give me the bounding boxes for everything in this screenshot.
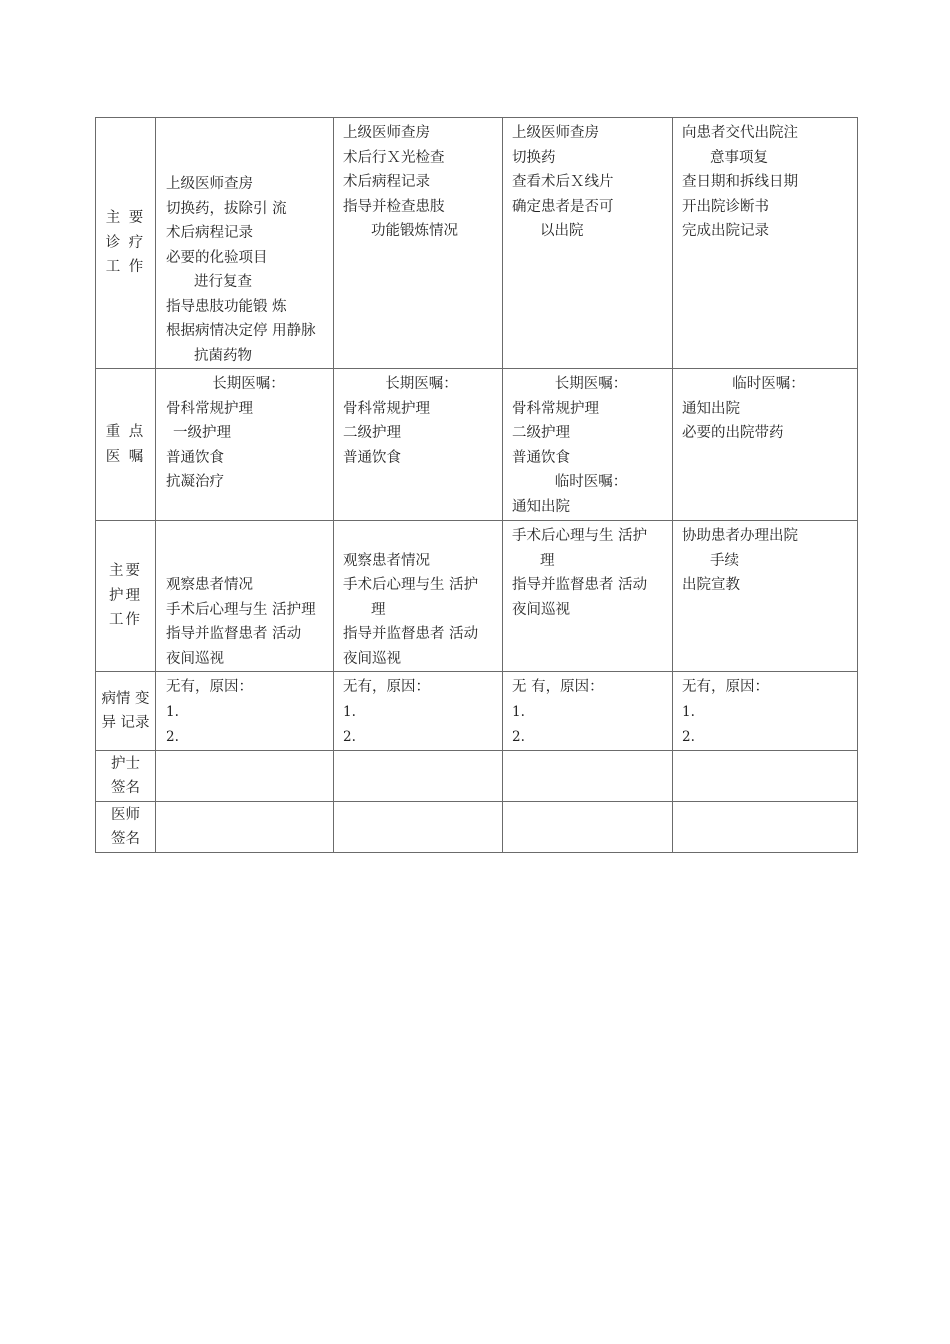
- label-line: 重 点: [105, 424, 146, 440]
- cell-line: 切换药: [512, 149, 556, 166]
- cell-line: 骨科常规护理: [343, 400, 430, 417]
- cell-line: 查日期和拆线日期: [682, 174, 798, 190]
- cell-diagnosis-day1: [156, 118, 334, 369]
- cell-line: 临时医嘱：: [732, 376, 805, 392]
- label-line: 签名: [111, 780, 140, 796]
- cell-diagnosis-day3: [503, 118, 673, 369]
- cell-line: 夜间巡视: [512, 601, 570, 618]
- cell-line: 普通饮食: [512, 449, 570, 466]
- doctor-sign-field-day2[interactable]: [334, 802, 503, 853]
- clinical-pathway-table: [95, 117, 858, 853]
- label-line: 主要: [109, 563, 142, 580]
- label-line: 护理: [109, 587, 142, 604]
- cell-line: 术后病程记录: [166, 225, 253, 241]
- cell-orders-day3: [503, 369, 673, 521]
- cell-line: 临时医嘱：: [554, 474, 628, 490]
- doctor-sign-field-day3[interactable]: [503, 802, 673, 853]
- cell-line: 观察患者情况: [343, 552, 430, 569]
- cell-diagnosis-day2: [334, 118, 503, 369]
- cell-line: 1.: [682, 704, 695, 720]
- cell-line: 上级医师查房: [343, 125, 430, 141]
- row-key-orders: [96, 369, 858, 521]
- nurse-sign-field-day1[interactable]: [156, 751, 334, 802]
- nurse-sign-field-discharge[interactable]: [673, 751, 858, 802]
- row-nurse-signature: [96, 751, 858, 802]
- cell-nursing-discharge: [673, 521, 858, 672]
- cell-line: 1.: [512, 704, 525, 720]
- cell-orders-day2: [334, 369, 503, 521]
- cell-line: 普通饮食: [166, 449, 224, 466]
- cell-line: 观察患者情况: [166, 577, 253, 593]
- cell-line: 意事项复: [710, 149, 768, 166]
- cell-line: 通知出院: [682, 400, 740, 417]
- nurse-sign-field-day2[interactable]: [334, 751, 503, 802]
- row-label-variance: [96, 672, 156, 751]
- cell-line: 术后行Ｘ光检查: [343, 149, 445, 166]
- cell-diagnosis-discharge: [673, 118, 858, 369]
- cell-line: 抗凝治疗: [166, 474, 224, 490]
- cell-line: 必要的化验项目: [166, 249, 268, 266]
- cell-variance-day3: [503, 672, 673, 751]
- cell-line: 手续: [710, 552, 739, 569]
- cell-line: 理: [540, 552, 555, 569]
- cell-line: 手术后心理与生 活护: [343, 577, 479, 593]
- label-line: 异 记录: [101, 715, 150, 731]
- cell-line: 无有，原因：: [343, 679, 430, 695]
- cell-line: 2.: [343, 729, 356, 745]
- label-line: 医师: [111, 806, 140, 823]
- cell-line: 夜间巡视: [166, 650, 224, 667]
- cell-line: 指导并检查患肢: [343, 198, 445, 215]
- cell-line: 骨科常规护理: [512, 400, 599, 417]
- cell-line: 长期医嘱：: [212, 376, 285, 392]
- cell-line: 术后病程记录: [343, 174, 430, 190]
- cell-orders-day1: [156, 369, 334, 521]
- label-line: 签名: [111, 831, 140, 847]
- label-line: 护士: [111, 755, 140, 772]
- cell-line: 2.: [682, 729, 695, 745]
- cell-line: 长期医嘱：: [554, 376, 628, 392]
- cell-line: 长期医嘱：: [385, 376, 458, 392]
- cell-line: 手术后心理与生 活护: [512, 528, 648, 544]
- row-doctor-signature: [96, 802, 858, 853]
- row-label-doctor-sign: [96, 802, 156, 853]
- cell-line: 上级医师查房: [166, 176, 253, 192]
- cell-line: 1.: [166, 704, 179, 720]
- cell-variance-day1: [156, 672, 334, 751]
- label-line: 诊 疗: [105, 234, 146, 251]
- cell-line: 开出院诊断书: [682, 198, 769, 215]
- cell-line: 理: [371, 601, 386, 618]
- label-line: 工作: [109, 612, 142, 629]
- row-diagnosis-work: [96, 118, 858, 369]
- cell-line: 1.: [343, 704, 356, 720]
- cell-line: 2.: [166, 729, 179, 745]
- cell-line: 上级医师查房: [512, 125, 599, 141]
- label-line: 病情 变: [101, 690, 150, 707]
- cell-line: 必要的出院带药: [682, 425, 784, 441]
- cell-line: 普通饮食: [343, 449, 401, 466]
- cell-line: 无有，原因：: [682, 679, 769, 695]
- cell-line: 骨科常规护理: [166, 400, 253, 417]
- cell-line: 指导并监督患者 活动: [512, 577, 648, 593]
- row-label-nurse-sign: [96, 751, 156, 802]
- nurse-sign-field-day3[interactable]: [503, 751, 673, 802]
- row-variance-record: [96, 672, 858, 751]
- cell-line: 无 有，原因：: [512, 679, 604, 695]
- cell-line: 切换药，拔除引 流: [166, 200, 287, 217]
- row-label-orders: [96, 369, 156, 521]
- cell-nursing-day3: [503, 521, 673, 672]
- cell-orders-discharge: [673, 369, 858, 521]
- doctor-sign-field-day1[interactable]: [156, 802, 334, 853]
- cell-nursing-day1: [156, 521, 334, 672]
- cell-variance-day2: [334, 672, 503, 751]
- cell-line: 指导并监督患者 活动: [166, 626, 302, 642]
- cell-line: 无有，原因：: [166, 679, 253, 695]
- label-line: 医 嘱: [105, 448, 146, 465]
- cell-line: 指导并监督患者 活动: [343, 626, 479, 642]
- cell-line: 出院宣教: [682, 577, 740, 593]
- cell-line: 根据病情决定停 用静脉: [166, 323, 316, 339]
- label-line: 工 作: [105, 259, 146, 276]
- cell-line: 二级护理: [512, 425, 570, 441]
- cell-line: 向患者交代出院注: [682, 125, 798, 141]
- cell-line: 查看术后Ｘ线片: [512, 174, 614, 190]
- row-label-nursing: [96, 521, 156, 672]
- cell-line: 通知出院: [512, 498, 570, 515]
- cell-line: 完成出院记录: [682, 223, 769, 239]
- cell-line: 指导患肢功能锻 炼: [166, 298, 287, 315]
- cell-line: 进行复查: [194, 274, 252, 290]
- cell-line: 二级护理: [343, 425, 401, 441]
- cell-line: 一级护理: [173, 425, 231, 441]
- cell-line: 抗菌药物: [194, 347, 252, 364]
- cell-line: 确定患者是否可: [512, 198, 614, 215]
- cell-nursing-day2: [334, 521, 503, 672]
- row-label-diagnosis: [96, 118, 156, 369]
- cell-line: 夜间巡视: [343, 650, 401, 667]
- cell-line: 功能锻炼情况: [371, 223, 458, 239]
- cell-line: 以出院: [540, 223, 584, 239]
- cell-line: 2.: [512, 729, 525, 745]
- cell-line: 协助患者办理出院: [682, 528, 798, 544]
- cell-line: 手术后心理与生 活护理: [166, 601, 316, 618]
- row-nursing-work: [96, 521, 858, 672]
- doctor-sign-field-discharge[interactable]: [673, 802, 858, 853]
- label-line: 主 要: [105, 210, 146, 227]
- cell-variance-discharge: [673, 672, 858, 751]
